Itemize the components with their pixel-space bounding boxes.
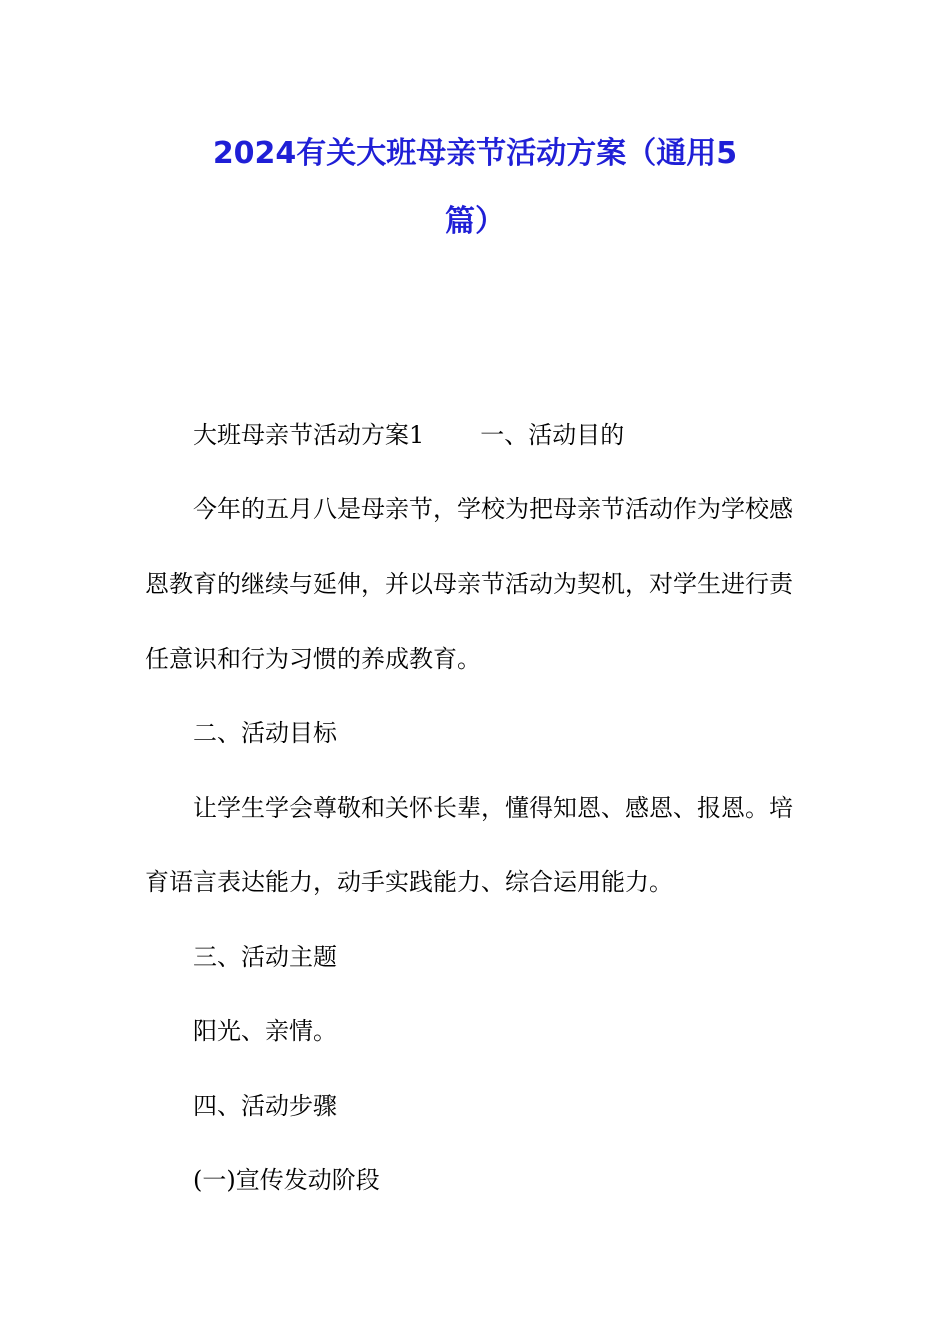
document-title-line-2: 篇） [445,204,505,239]
section-2-line-1: 让学生学会尊敬和关怀长辈，懂得知恩、感恩、报恩。培 [193,794,793,822]
section-1-line-1: 今年的五月八是母亲节，学校为把母亲节活动作为学校感 [193,495,793,523]
plan-heading: 大班母亲节活动方案1 [193,421,425,449]
section-1-line-3: 任意识和行为习惯的养成教育。 [145,645,481,673]
plan-heading-row [193,420,624,450]
section-3-heading: 三、活动主题 [193,943,337,971]
section-2-line-2: 育语言表达能力，动手实践能力、综合运用能力。 [145,868,673,896]
section-4-heading: 四、活动步骤 [193,1092,337,1120]
section-1-line-2: 恩教育的继续与延伸，并以母亲节活动为契机，对学生进行责 [145,570,793,598]
section-1-heading: 一、活动目的 [480,421,625,449]
step-1-subheading: (一)宣传发动阶段 [193,1166,380,1194]
document-title-line-1: 2024有关大班母亲节活动方案（通用5 [212,136,738,171]
section-2-heading: 二、活动目标 [193,719,337,747]
section-3-line-1: 阳光、亲情。 [193,1017,337,1045]
